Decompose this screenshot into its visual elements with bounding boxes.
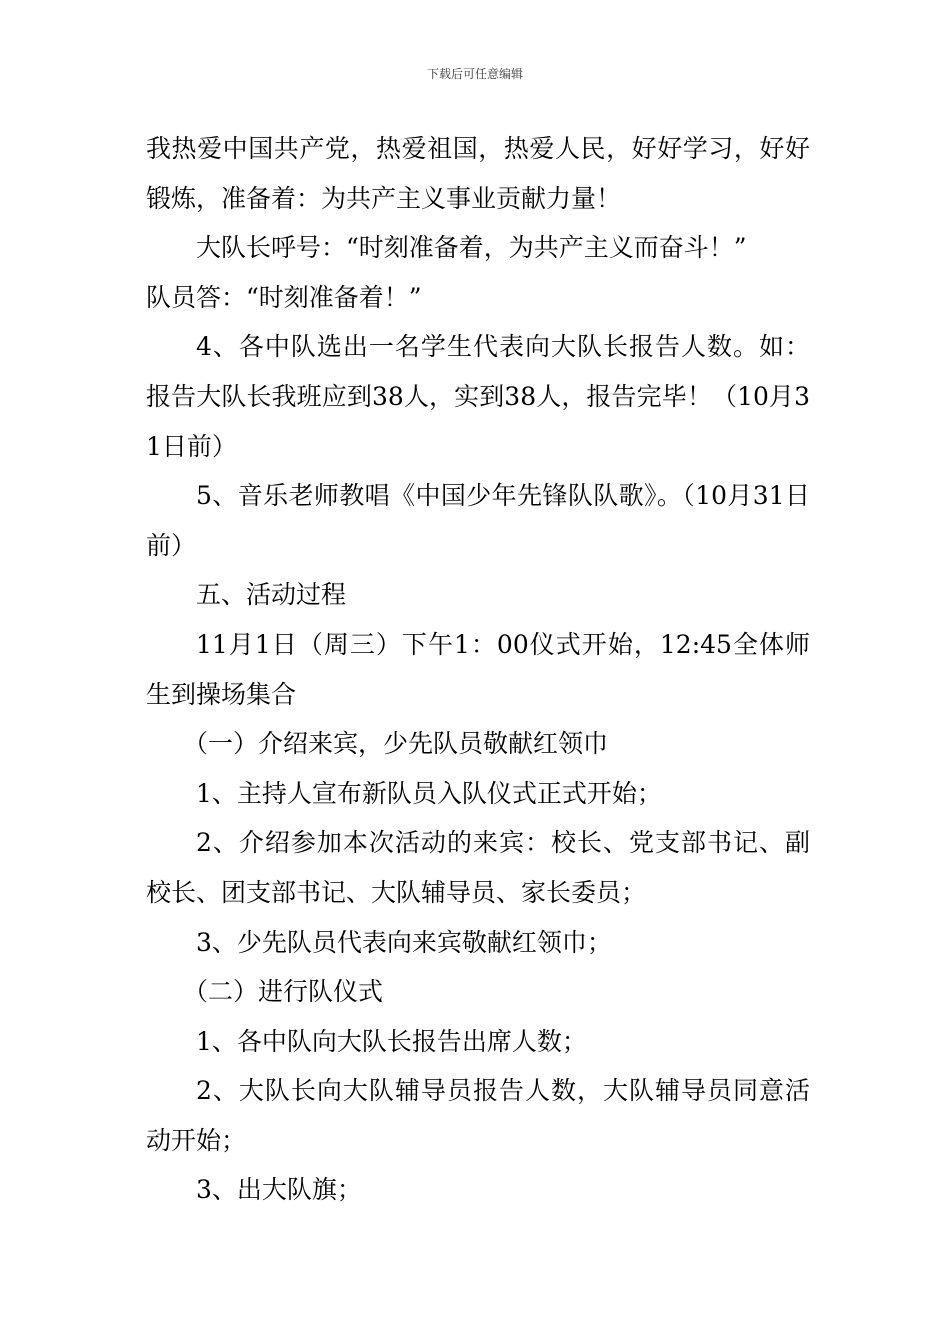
- paragraph: 11月1日（周三）下午1：00仪式开始，12:45全体师生到操场集合: [146, 629, 810, 709]
- section-heading: 五、活动过程: [196, 580, 347, 610]
- list-item: 3、出大队旗；: [196, 1175, 362, 1205]
- paragraph: 5、音乐老师教唱《中国少年先锋队队歌》。（10月31日前）: [146, 481, 810, 560]
- list-item: 2、介绍参加本次活动的来宾：校长、党支部书记、副校长、团支部书记、大队辅导员、家长委员；: [146, 828, 810, 907]
- list-item: 1、各中队向大队长报告出席人数；: [196, 1026, 587, 1056]
- paragraph: 我热爱中国共产党，热爱祖国，热爱人民，好好学习，好好锻炼，准备着：为共产主义事业贡献力量！: [146, 134, 810, 213]
- list-item: 3、少先队员代表向来宾敬献红领巾；: [196, 927, 612, 957]
- list-item: 2、大队长向大队辅导员报告人数，大队辅导员同意活动开始；: [146, 1076, 810, 1155]
- paragraph: 大队长呼号：“时刻准备着，为共产主义而奋斗！”: [196, 233, 747, 263]
- paragraph: 队员答：“时刻准备着！”: [146, 282, 422, 312]
- page-header: 下载后可任意编辑: [426, 67, 523, 81]
- document-body: [146, 124, 810, 1215]
- paragraph: 4、各中队选出一名学生代表向大队长报告人数。如：报告大队长我班应到38人，实到38人，报告完毕！（10月31日前）: [146, 332, 810, 461]
- subsection-heading: （一）介绍来宾，少先队员敬献红领巾: [183, 729, 609, 759]
- list-item: 1、主持人宣布新队员入队仪式正式开始；: [196, 778, 662, 808]
- subsection-heading: （二）进行队仪式: [183, 977, 384, 1007]
